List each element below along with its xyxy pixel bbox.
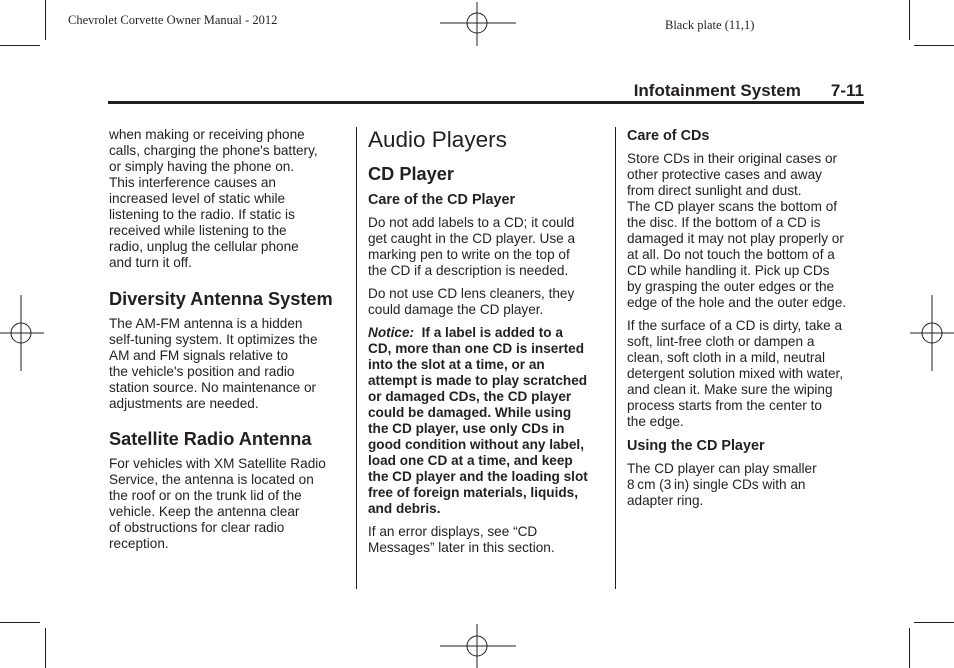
- error-display-paragraph: If an error displays, see “CD Messages” later in this section.: [368, 524, 555, 555]
- using-cd-player-heading: Using the CD Player: [627, 438, 765, 454]
- notice-paragraph: Notice: If a label is added to a CD, more than one CD is inserted into the slot at a time, or an attempt is made to play scratched or damaged CDs, the CD player could be damaged. While using the CD player, use only CDs in good condition without any label, load one CD at a time, and keep the CD player and the loading slot free of foreign materials, liquids, and debris.: [368, 325, 588, 516]
- column-2: [368, 127, 608, 563]
- registration-mark-right: [910, 295, 954, 371]
- registration-mark-left: [0, 295, 44, 371]
- column-divider-1: [356, 127, 357, 589]
- diversity-antenna-heading: Diversity Antenna System: [109, 289, 333, 309]
- print-header-right: Black plate (11,1): [665, 18, 755, 32]
- small-cds-paragraph: The CD player can play smaller 8 cm (3 in) single CDs with an adapter ring.: [627, 461, 817, 508]
- diversity-antenna-paragraph: The AM-FM antenna is a hidden self-tuning system. It optimizes the AM and FM signals relative to the vehicle's position and radio station source. No maintenance or adjustments are needed.: [109, 316, 318, 411]
- column-1: [109, 127, 349, 559]
- registration-mark-bottom: [440, 624, 516, 668]
- notice-label: Notice:: [368, 325, 415, 340]
- labels-paragraph: Do not add labels to a CD; it could get caught in the CD player. Use a marking pen to write on the top of the CD if a description is needed.: [368, 215, 576, 278]
- cleaning-paragraph: If the surface of a CD is dirty, take a soft, lint-free cloth or dampen a clean, soft cloth in a mild, neutral detergent solution mixed with water, and clean it. Make sure the wiping process starts from the center to the edge.: [627, 318, 844, 429]
- interference-paragraph: when making or receiving phone calls, charging the phone's battery, or simply having the phone on. This interference causes an increased level of static while listening to the radio. If static is received while listening to the radio, unplug the cellular phone and turn it off.: [109, 127, 318, 270]
- header-rule: [108, 101, 864, 104]
- page-number: 7-11: [830, 81, 864, 100]
- storage-paragraph: Store CDs in their original cases or other protective cases and away from direct sunlight and dust. The CD player scans the bottom of the disc. If the bottom of a CD is damaged it may not play properly or at all. Do not touch the bottom of a CD while handling it. Pick up CDs by grasping the outer edges or the edge of the hole and the outer edge.: [627, 151, 847, 310]
- running-head-section: Infotainment System: [633, 81, 801, 100]
- running-head: [634, 81, 864, 101]
- column-3: [627, 127, 865, 516]
- care-of-cds-heading: Care of CDs: [627, 128, 710, 144]
- print-header-left: Chevrolet Corvette Owner Manual - 2012: [68, 13, 278, 27]
- audio-players-title: Audio Players: [368, 127, 507, 152]
- lens-cleaners-paragraph: Do not use CD lens cleaners, they could damage the CD player.: [368, 286, 575, 317]
- satellite-antenna-paragraph: For vehicles with XM Satellite Radio Service, the antenna is located on the roof or on the trunk lid of the vehicle. Keep the antenna clear of obstructions for clear radio reception.: [109, 456, 326, 551]
- registration-mark-top: [440, 2, 516, 46]
- cd-player-heading: CD Player: [368, 164, 454, 184]
- care-of-cd-player-heading: Care of the CD Player: [368, 192, 516, 208]
- satellite-antenna-heading: Satellite Radio Antenna: [109, 429, 312, 449]
- column-divider-2: [615, 127, 616, 589]
